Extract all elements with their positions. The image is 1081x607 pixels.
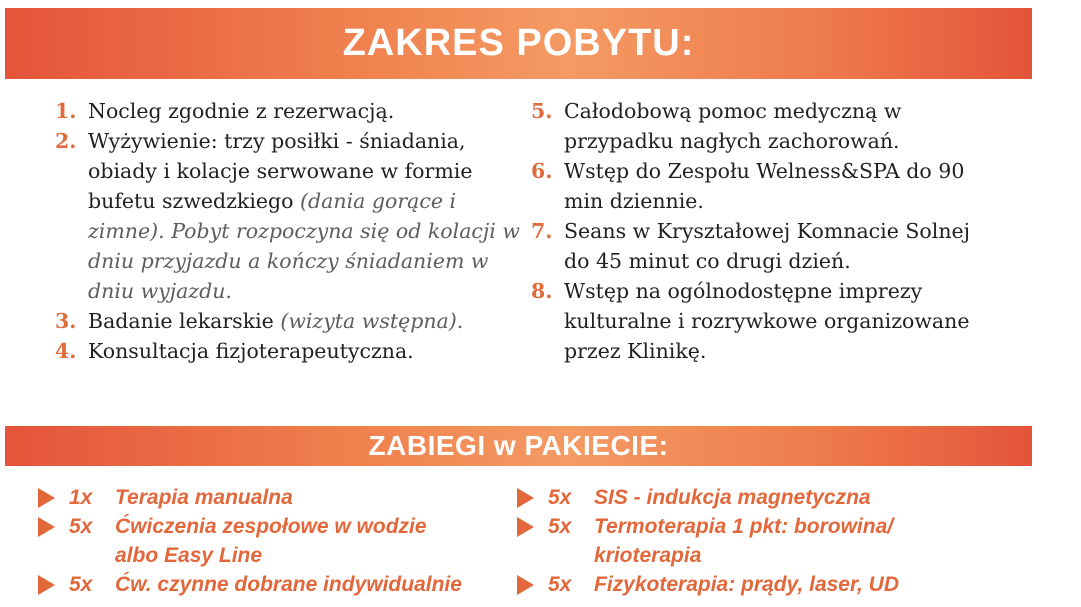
list-item [531,156,1001,216]
item-number: 7. [531,219,553,243]
list-item [55,126,525,306]
section-header-zabiegi [5,426,1032,466]
stay-list-left [55,96,525,366]
triangle-bullet-icon [38,575,55,595]
triangle-bullet-icon [517,517,534,537]
treatment-item [38,570,518,599]
triangle-bullet-icon [517,488,534,508]
treatment-name: Terapia manualna [115,486,293,509]
triangle-bullet-icon [38,517,55,537]
treatment-list-right [517,483,1057,599]
treatment-quantity: 5x [548,486,572,509]
treatment-item [517,570,1057,599]
list-item [55,96,525,126]
item-text: Badanie lekarskie [88,309,281,333]
item-text: Wyżywienie: trzy posiłki - śniadania, obiady i kolacje serwowane w formie bufetu szwedzkiego [88,129,473,213]
list-item [55,336,525,366]
item-number: 1. [55,99,77,123]
list-item [531,216,1001,276]
treatment-name: Fizykoterapia: prądy, laser, UD [594,573,900,596]
item-number: 6. [531,159,553,183]
treatment-name-continued: krioterapia [594,544,702,567]
treatment-quantity: 1x [69,486,93,509]
item-text: Seans w Kryształowej Komnacie Solnej do 45 minut co drugi dzień. [564,219,971,273]
item-text: Wstęp do Zespołu Welness&SPA do 90 min dziennie. [564,159,965,213]
treatment-name: Ćw. czynne dobrane indywidualnie [115,573,462,596]
item-number: 2. [55,129,77,153]
section-title: ZABIEGI w PAKIECIE: [368,430,669,461]
triangle-bullet-icon [517,575,534,595]
list-item [531,96,1001,156]
treatment-item [517,512,1057,570]
list-item [531,276,1001,366]
item-text: Wstęp na ogólnodostępne imprezy kulturalne i rozrywkowe organizowane przez Klinikę. [564,279,970,363]
item-note: (wizyta wstępna). [280,309,464,333]
treatment-item [517,483,1057,512]
treatment-name: Termoterapia 1 pkt: borowina/ [594,515,894,538]
section-title: ZAKRES POBYTU: [342,22,695,64]
treatment-quantity: 5x [548,573,572,596]
item-text: Konsultacja fizjoterapeutyczna. [88,339,414,363]
treatment-item [38,512,518,570]
item-number: 8. [531,279,553,303]
treatment-item [38,483,518,512]
item-extra-note: Pobyt rozpoczyna się od kolacji w dniu przyjazdu a kończy śniadaniem w dniu wyjazdu. [88,219,520,303]
item-number: 4. [55,339,77,363]
treatment-quantity: 5x [69,573,93,596]
stay-list-right [531,96,1001,366]
treatment-list-left [38,483,518,599]
triangle-bullet-icon [38,488,55,508]
list-item [55,306,525,336]
item-note: (dania gorące i zimne). [88,189,457,243]
section-header-zakres-pobytu [5,8,1032,79]
treatment-name: Ćwiczenia zespołowe w wodzie [115,515,427,538]
treatment-quantity: 5x [548,515,572,538]
treatment-quantity: 5x [69,515,93,538]
treatment-name-continued: albo Easy Line [115,544,263,567]
item-number: 3. [55,309,77,333]
item-text: Nocleg zgodnie z rezerwacją. [88,99,395,123]
item-text: Całodobową pomoc medyczną w przypadku nagłych zachorowań. [564,99,902,153]
treatment-name: SIS - indukcja magnetyczna [594,486,871,509]
item-number: 5. [531,99,553,123]
